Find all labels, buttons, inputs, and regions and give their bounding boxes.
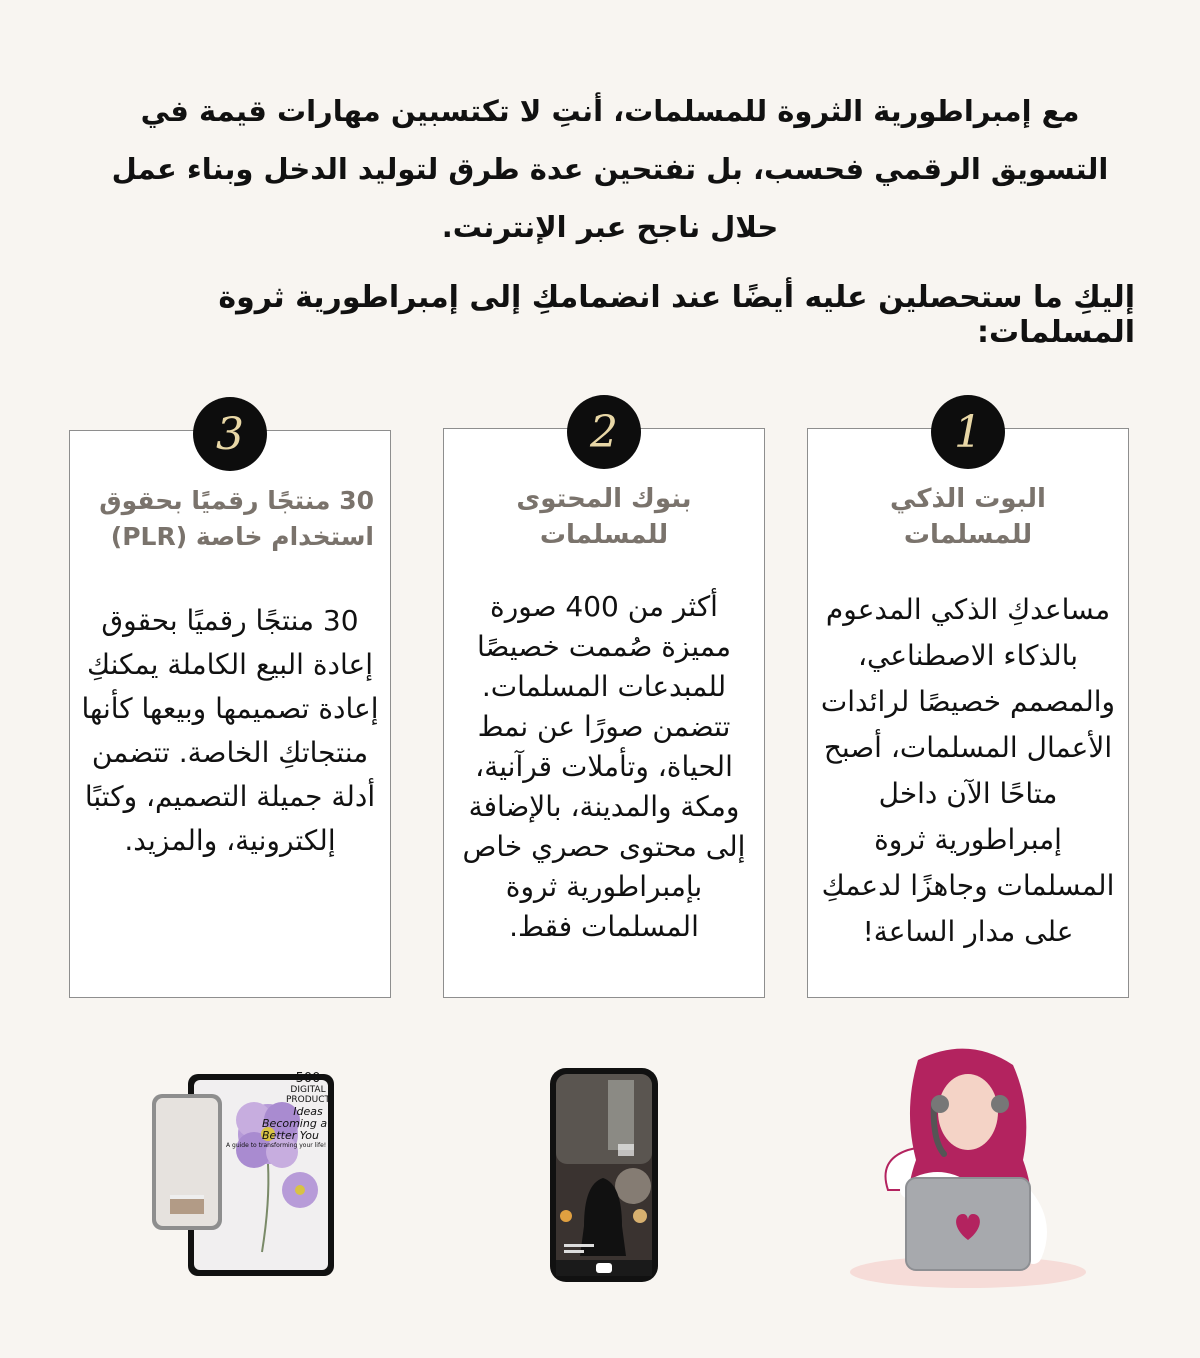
card-plr-products (69, 408, 391, 998)
phone-photo-illustration (548, 1066, 660, 1284)
ebook-cover-script: Ideas (293, 1105, 323, 1118)
ebook-cover-number: 500 (295, 1071, 321, 1086)
intro-paragraph: مع إمبراطورية الثروة للمسلمات، أنتِ لا تكتسبين مهارات قيمة في التسويق الرقمي فحسب، بل تفتحين عدة طرق لتوليد الدخل وبناء عمل حلال ناجح عبر الإنترنت. (111, 94, 1109, 244)
card-title: بنوك المحتوى للمسلمات (516, 484, 692, 550)
card-number-badge: 2 (567, 395, 641, 469)
card-number-badge: 3 (193, 397, 267, 471)
card-body: مساعدكِ الذكي المدعوم بالذكاء الاصطناعي، والمصمم خصيصًا لرائدات الأعمال المسلمات، أصبح متاحًا الآن داخل إمبراطورية ثروة المسلمات وجاهزًا لدعمكِ على مدار الساعة! (820, 593, 1116, 948)
ebook-mockup-captions (150, 1072, 336, 1278)
tablet-book-subtitle: A guide to transforming your life! (226, 1142, 327, 1149)
card-body: أكثر من 400 صورة مميزة صُممت خصيصًا للمبدعات المسلمات. تتضمن صورًا عن نمط الحياة، وتأملات قرآنية، ومكة والمدينة، بالإضافة إلى محتوى حصري خاص بإمبراطورية ثروة المسلمات فقط. (462, 590, 746, 943)
intro-section (90, 82, 1130, 256)
lead-text: إليكِ ما ستحصلين عليه أيضًا عند انضمامكِ إلى إمبراطورية ثروة المسلمات: (218, 280, 1135, 350)
tablet-book-title: Becoming a Better You (262, 1117, 328, 1142)
card-body: 30 منتجًا رقميًا بحقوق إعادة البيع الكاملة يمكنكِ إعادة تصميمها وبيعها كأنها منتجاتكِ الخاصة. تتضمن أدلة جميلة التصميم، وكتبًا إلكترونية، والمزيد. (81, 604, 379, 857)
ebook-cover-title: DIGITAL PRODUCT (285, 1085, 331, 1105)
card-content-banks (443, 406, 765, 998)
woman-laptop-illustration (848, 1040, 1088, 1290)
card-title: 30 منتجًا رقميًا بحقوق استخدام خاصة (PLR) (99, 486, 374, 551)
card-number-badge: 1 (931, 395, 1005, 469)
card-ai-bot (807, 406, 1129, 998)
card-title: البوت الذكي للمسلمات (890, 484, 1046, 550)
